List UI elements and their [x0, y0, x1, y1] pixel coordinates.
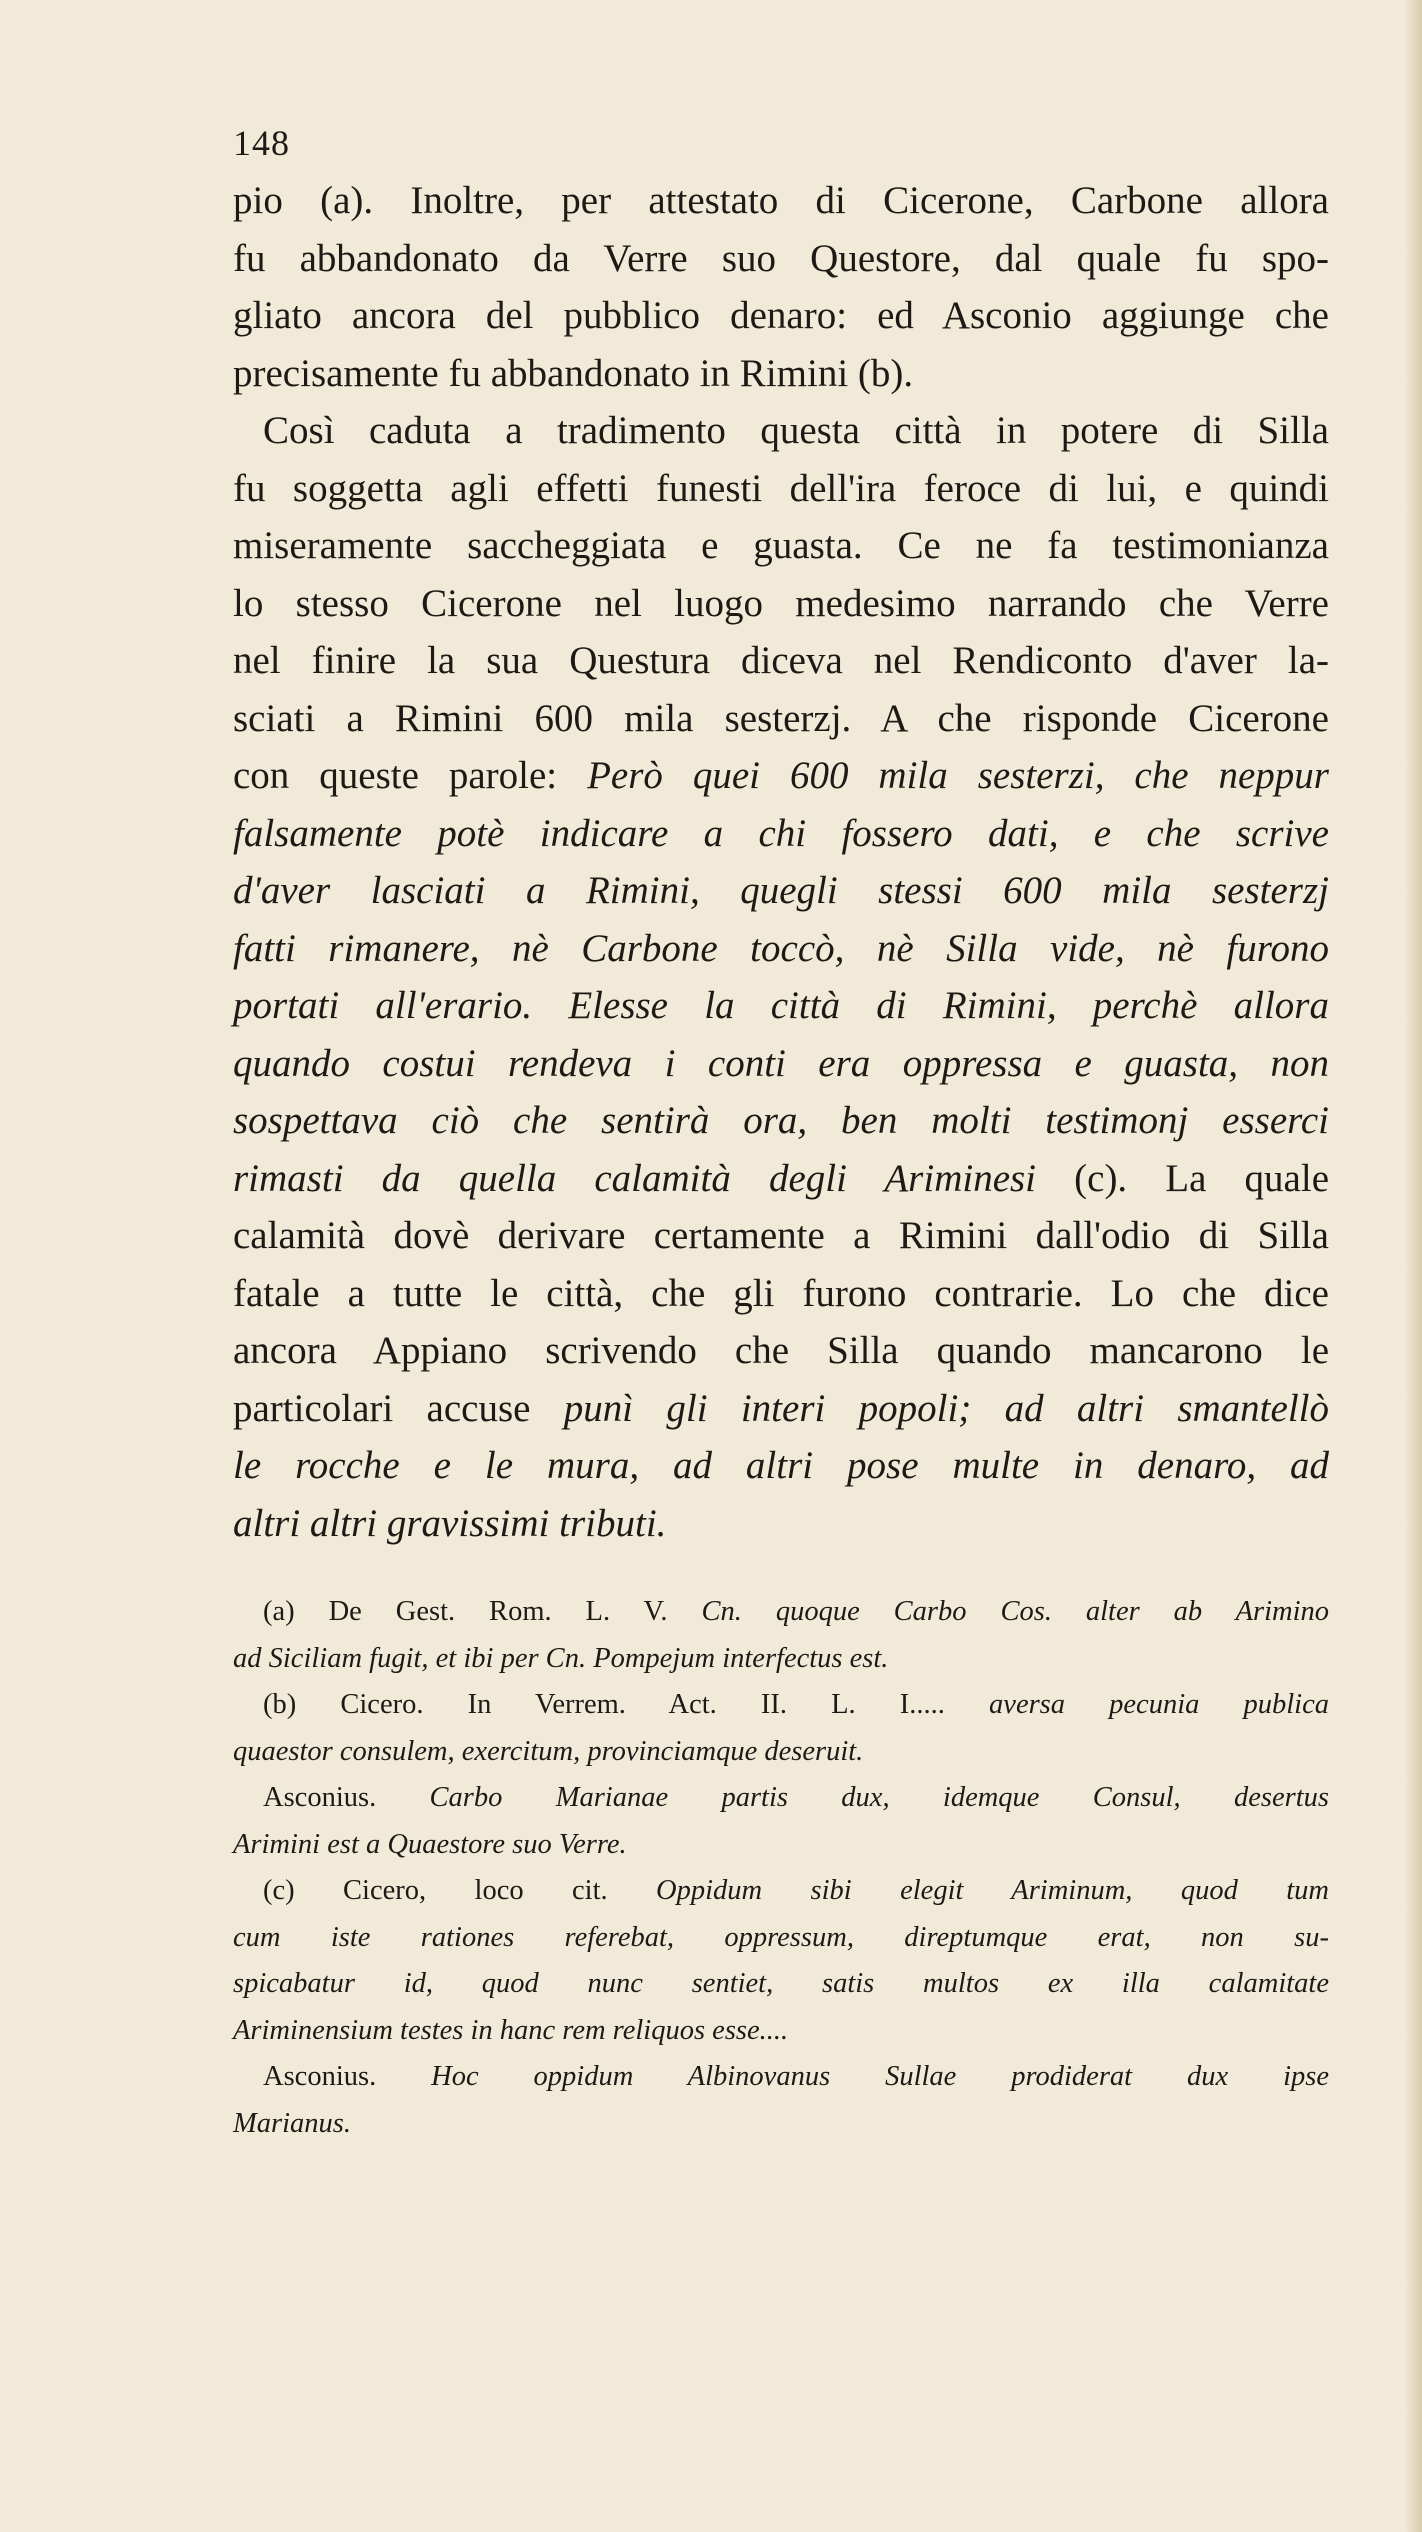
- footnote-line: (a) De Gest. Rom. L. V. Cn. quoque Carbo Cos. alter ab Arimino: [263, 1596, 1329, 1627]
- body-line: pio (a). Inoltre, per attestato di Cicerone, Carbone allora: [233, 179, 1329, 222]
- body-line: ancora Appiano scrivendo che Silla quando mancarono le: [233, 1329, 1329, 1372]
- body-line: con queste parole: Però quei 600 mila sesterzi, che neppur: [233, 754, 1329, 797]
- footnote-line: (b) Cicero. In Verrem. Act. II. L. I..... aversa pecunia publica: [263, 1689, 1329, 1720]
- body-line: rimasti da quella calamità degli Ariminesi (c). La quale: [233, 1156, 1330, 1200]
- footnote-line: quaestor consulem, exercitum, provinciamque deseruit.: [233, 1735, 864, 1767]
- body-line: nel finire la sua Questura diceva nel Rendiconto d'aver la-: [233, 639, 1329, 682]
- body-line: fatti rimanere, nè Carbone toccò, nè Silla vide, nè furono: [233, 926, 1329, 970]
- footnote-line: Marianus.: [233, 2107, 351, 2139]
- footnote-line: (c) Cicero, loco cit. Oppidum sibi elegit Ariminum, quod tum: [263, 1875, 1329, 1906]
- body-line: fu abbandonato da Verre suo Questore, dal quale fu spo-: [233, 236, 1329, 280]
- footnote-line: spicabatur id, quod nunc sentiet, satis multos ex illa calamitate: [233, 1968, 1329, 1999]
- body-line: miseramente saccheggiata e guasta. Ce ne fa testimonianza: [233, 524, 1329, 567]
- body-line: altri altri gravissimi tributi.: [233, 1501, 667, 1545]
- body-line: precisamente fu abbandonato in Rimini (b).: [233, 351, 914, 395]
- footnotes: [233, 1589, 1329, 2147]
- body-line: calamità dovè derivare certamente a Rimini dall'odio di Silla: [233, 1214, 1329, 1257]
- body-line: sciati a Rimini 600 mila sesterzj. A che risponde Cicerone: [233, 696, 1329, 740]
- body-line: quando costui rendeva i conti era oppressa e guasta, non: [233, 1041, 1329, 1085]
- footnote-line: cum iste rationes referebat, oppressum, direptumque erat, non su-: [233, 1921, 1329, 1953]
- body-line: falsamente potè indicare a chi fossero dati, e che scrive: [233, 811, 1329, 855]
- body-line: gliato ancora del pubblico denaro: ed Asconio aggiunge che: [233, 294, 1329, 337]
- page-number: 148: [233, 123, 290, 163]
- footnote-line: Asconius. Carbo Marianae partis dux, idemque Consul, desertus: [263, 1782, 1329, 1813]
- footnote-line: Asconius. Hoc oppidum Albinovanus Sullae prodiderat dux ipse: [263, 2061, 1329, 2092]
- footnote-line: ad Siciliam fugit, et ibi per Cn. Pompejum interfectus est.: [233, 1642, 889, 1674]
- footnote-line: Arimini est a Quaestore suo Verre.: [233, 1828, 627, 1860]
- body-line: lo stesso Cicerone nel luogo medesimo narrando che Verre: [233, 581, 1329, 625]
- body-line: Così caduta a tradimento questa città in potere di Silla: [263, 409, 1329, 452]
- body-line: portati all'erario. Elesse la città di Rimini, perchè allora: [233, 984, 1329, 1027]
- body-line: sospettava ciò che sentirà ora, ben molti testimonj esserci: [233, 1099, 1329, 1142]
- footnote-line: Ariminensium testes in hanc rem reliquos esse....: [233, 2014, 789, 2046]
- body-line: particolari accuse punì gli interi popoli; ad altri smantellò: [233, 1386, 1329, 1430]
- body-line: fatale a tutte le città, che gli furono contrarie. Lo che dice: [233, 1271, 1329, 1315]
- page-edge-shadow: [1404, 0, 1422, 2532]
- main-text: [233, 172, 1329, 1552]
- body-line: le rocche e le mura, ad altri pose multe in denaro, ad: [233, 1444, 1329, 1487]
- body-line: fu soggetta agli effetti funesti dell'ira feroce di lui, e quindi: [233, 466, 1329, 510]
- body-line: d'aver lasciati a Rimini, quegli stessi 600 mila sesterzj: [233, 869, 1329, 912]
